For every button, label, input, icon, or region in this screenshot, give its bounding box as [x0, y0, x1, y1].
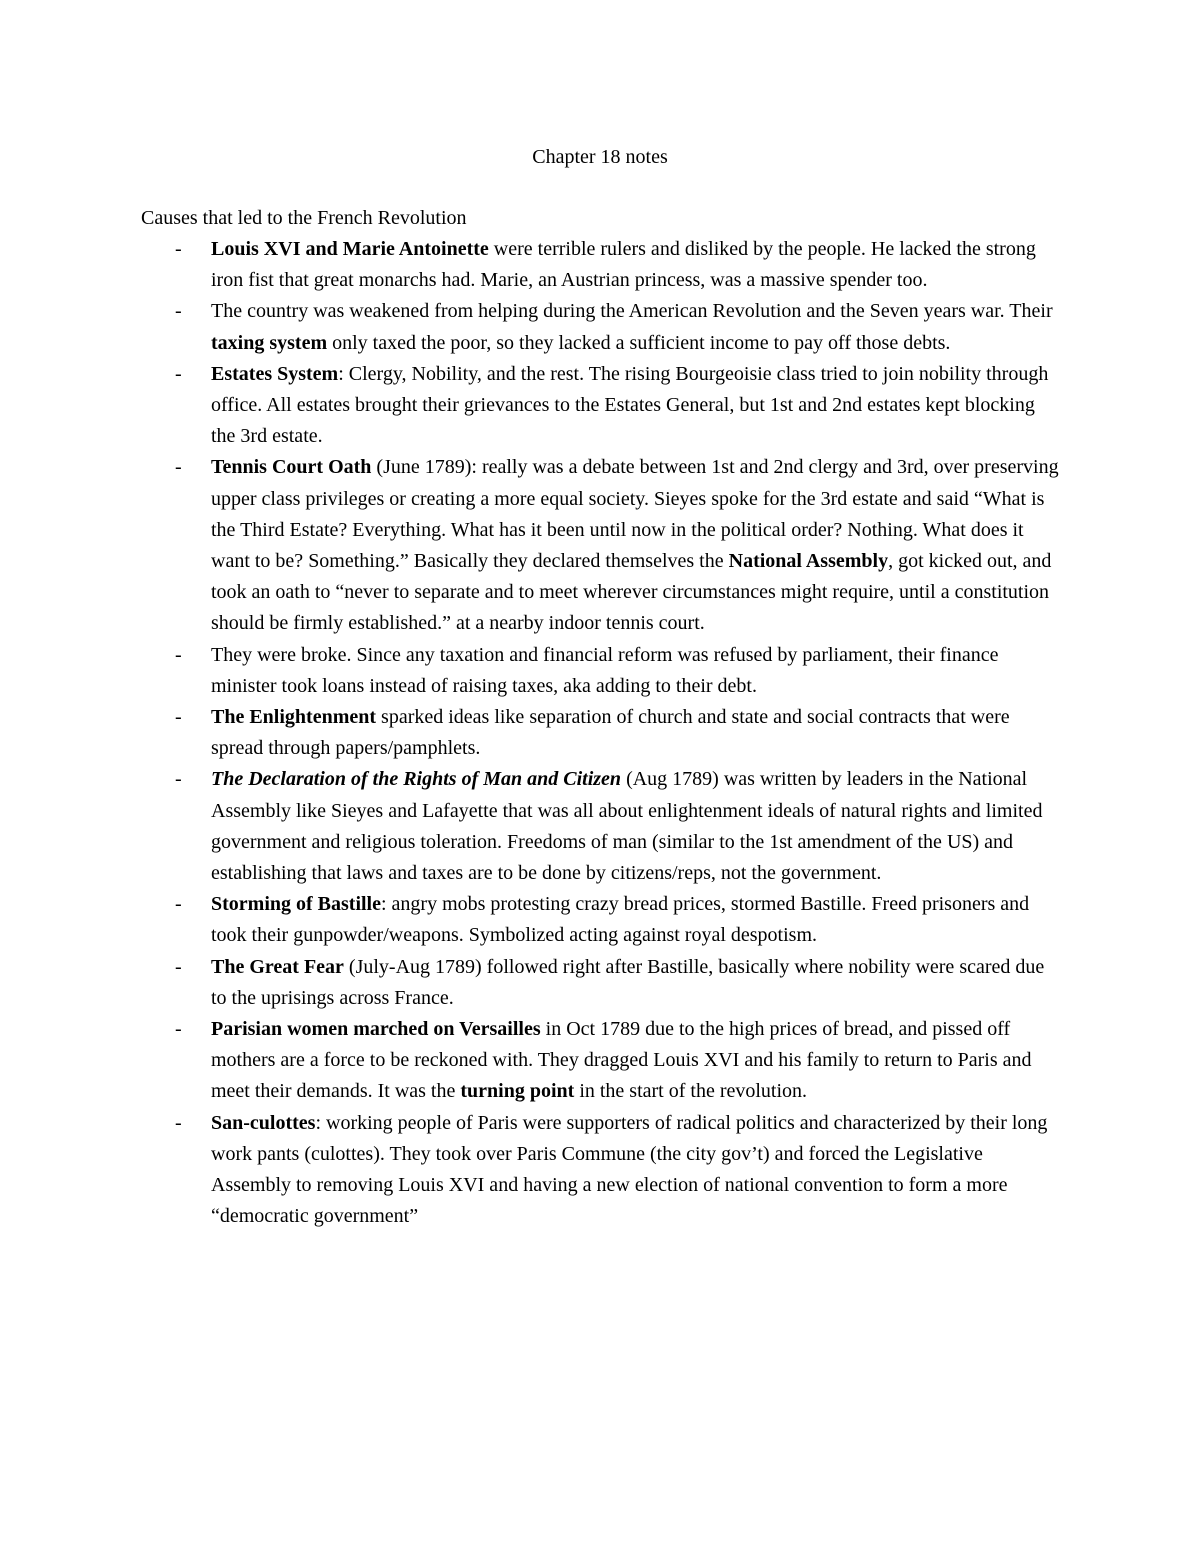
bold-term: turning point: [460, 1080, 575, 1103]
bullet-text: only taxed the poor, so they lacked a sufficient income to pay off those debts.: [327, 331, 951, 354]
bullet-item-war-debts: [0, 296, 1061, 358]
bullet-text: in Oct 1789 due to the high prices of bread, and pissed off mothers are a force to be reckoned with. They dragged Louis XVI and his family to return to Paris and meet their demands. It was the: [211, 1018, 1032, 1103]
bullet-dash: -: [175, 300, 182, 323]
bullet-text: , got kicked out, and took an oath to “never to separate and to meet wherever circumstances might require, until a constitution should be firmly established.” at a nearby indoor tennis court.: [211, 550, 1052, 635]
bullet-item-declaration: [0, 764, 1061, 889]
bullet-text: (July-Aug 1789) followed right after Bastille, basically where nobility were scared due to the uprisings across France.: [211, 955, 1045, 1009]
bold-italic-term: The Declaration of the Rights of Man and Citizen: [211, 768, 622, 791]
bullet-dash: -: [175, 238, 182, 260]
bold-term: National Assembly: [728, 550, 889, 573]
bullet-list: [0, 234, 1200, 1233]
bullet-dash: -: [175, 362, 182, 385]
bullet-text: (Aug 1789) was written by leaders in the National Assembly like Sieyes and Lafayette that was all about enlightenment ideals of natural rights and limited government and religious toleration. Freedoms of man (similar to the 1st amendment of the US) and establishing that laws and taxes are to be done by citizens/reps, not the government.: [211, 768, 1043, 885]
bullet-item-louis-marie: [0, 234, 1061, 296]
bullet-dash: -: [175, 1018, 182, 1041]
bold-term: The Enlightenment: [211, 706, 377, 729]
section-heading: Causes that led to the French Revolution: [141, 207, 467, 229]
bullet-dash: -: [175, 893, 182, 916]
bullet-text: : Clergy, Nobility, and the rest. The rising Bourgeoisie class tried to join nobility through office. All estates brought their grievances to the Estates General, but 1st and 2nd estates kept blocking the 3rd estate.: [211, 362, 1049, 448]
bullet-dash: -: [175, 1111, 182, 1134]
bullet-text: sparked ideas like separation of church and state and social contracts that were spread through papers/pamphlets.: [211, 706, 1010, 760]
bullet-item-san-culottes: [0, 1108, 1061, 1233]
bold-term: Parisian women marched on Versailles: [211, 1018, 541, 1041]
bold-term: San-culottes: [211, 1111, 316, 1134]
bullet-item-versailles: [0, 1014, 1061, 1108]
bullet-text: in the start of the revolution.: [574, 1080, 808, 1103]
bullet-item-great-fear: [0, 952, 1061, 1014]
bullet-item-bastille: [0, 889, 1061, 951]
bullet-dash: -: [175, 768, 182, 791]
bullet-dash: -: [175, 643, 182, 666]
bullet-dash: -: [175, 706, 182, 729]
bullet-text: were terrible rulers and disliked by the people. He lacked the strong iron fist that great monarchs had. Marie, an Austrian princess, was a massive spender too.: [211, 238, 1036, 292]
bullet-item-enlightenment: [0, 702, 1061, 764]
bullet-text: (June 1789): really was a debate between 1st and 2nd clergy and 3rd, over preserving upper class privileges or creating a more equal society. Sieyes spoke for the 3rd estate and said “What is the Third Estate? Everything. What has it been until now in the political order? Nothing. What does it want to be? Something.” Basically they declared themselves the: [211, 456, 1059, 573]
bullet-text: They were broke. Since any taxation and financial reform was refused by parliament, their finance minister took loans instead of raising taxes, aka adding to their debt.: [211, 643, 999, 697]
bullet-item-estates-system: [0, 359, 1061, 453]
bullet-dash: -: [175, 456, 182, 479]
bold-term: taxing system: [211, 331, 328, 354]
document-title: Chapter 18 notes: [532, 146, 668, 168]
bullet-text: : working people of Paris were supporters of radical politics and characterized by their long work pants (culottes). They took over Paris Commune (the city gov’t) and forced the Legislative Assembly to removing Louis XVI and having a new election of national convention to form a more “democratic government”: [211, 1111, 1048, 1228]
bullet-text: The country was weakened from helping during the American Revolution and the Seven years war. Their: [211, 300, 1053, 323]
bullet-text: : angry mobs protesting crazy bread prices, stormed Bastille. Freed prisoners and took their gunpowder/weapons. Symbolized acting against royal despotism.: [211, 893, 1030, 947]
bold-term: Louis XVI and Marie Antoinette: [211, 238, 489, 260]
bold-term: Estates System: [211, 362, 339, 385]
bold-term: Storming of Bastille: [211, 893, 381, 916]
bullet-item-tennis-court-oath: [0, 452, 1061, 639]
bullet-item-broke: [0, 640, 1061, 702]
bullet-dash: -: [175, 955, 182, 978]
bold-term: Tennis Court Oath: [211, 456, 372, 479]
bold-term: The Great Fear: [211, 955, 344, 978]
